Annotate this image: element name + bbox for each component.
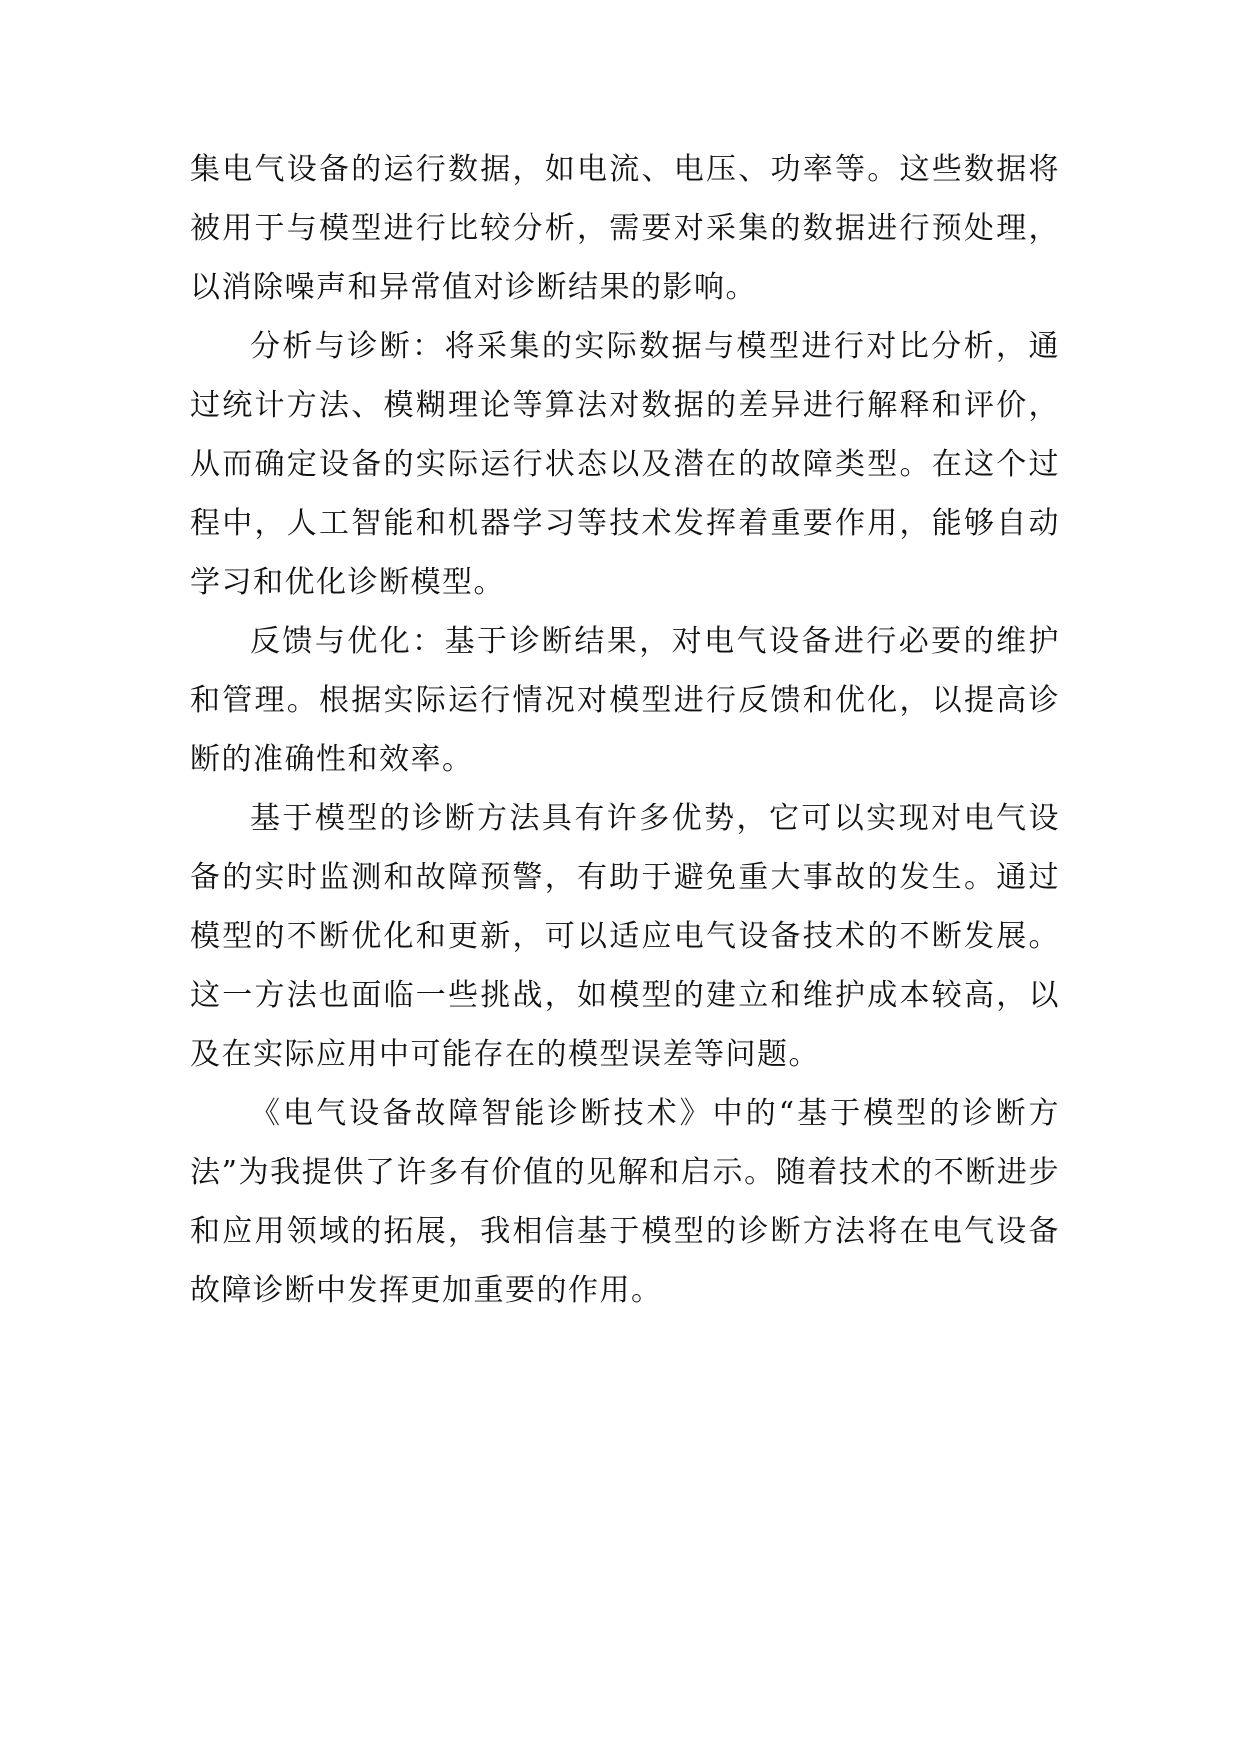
paragraph-data-collection: 集电气设备的运行数据，如电流、电压、功率等。这些数据将被用于与模型进行比较分析，需要对采集的数据进行预处理，以消除噪声和异常值对诊断结果的影响。: [190, 152, 1060, 305]
paragraph-advantages: 基于模型的诊断方法具有许多优势，它可以实现对电气设备的实时监测和故障预警，有助于避免重大事故的发生。通过模型的不断优化和更新，可以适应电气设备技术的不断发展。这一方法也面临一些挑战，如模型的建立和维护成本较高，以及在实际应用中可能存在的模型误差等问题。: [190, 801, 1060, 1072]
paragraph-analysis-diagnosis: 分析与诊断：将采集的实际数据与模型进行对比分析，通过统计方法、模糊理论等算法对数据的差异进行解释和评价，从而确定设备的实际运行状态以及潜在的故障类型。在这个过程中，人工智能和机器学习等技术发挥着重要作用，能够自动学习和优化诊断模型。: [190, 329, 1060, 600]
document-body: [190, 140, 1060, 1320]
paragraph-conclusion: 《电气设备故障智能诊断技术》中的“基于模型的诊断方法”为我提供了许多有价值的见解和启示。随着技术的不断进步和应用领域的拓展，我相信基于模型的诊断方法将在电气设备故障诊断中发挥更加重要的作用。: [190, 1096, 1060, 1308]
paragraph-feedback-optimization: 反馈与优化：基于诊断结果，对电气设备进行必要的维护和管理。根据实际运行情况对模型进行反馈和优化，以提高诊断的准确性和效率。: [190, 624, 1060, 777]
